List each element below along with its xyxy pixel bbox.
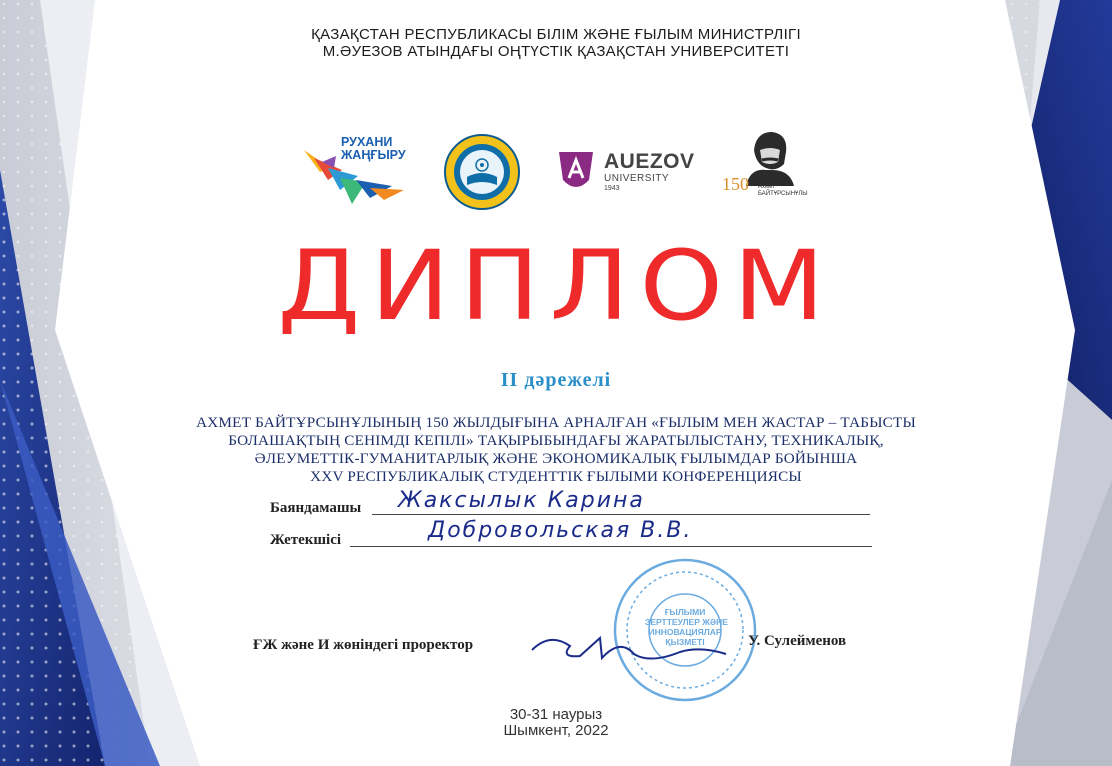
signatory-position: ҒЖ және И жөніндегі проректор	[253, 637, 474, 653]
description-line-2: БОЛАШАҚТЫҢ СЕНІМДІ КЕПІЛІ» ТАҚЫРЫБЫНДАҒЫ ЖАРАТЫЛЫСТАНУ, ТЕХНИКАЛЫҚ,	[228, 432, 884, 449]
signatory-name: У. Сулейменов	[748, 633, 847, 649]
handwritten-signature	[530, 628, 730, 668]
stamp-text: ҒЫЛЫМИ ЗЕРТТЕУЛЕР ЖӘНЕ ИННОВАЦИЯЛАР ҚЫЗМЕТІ	[645, 607, 728, 647]
rukhani-line1: РУХАНИ	[341, 135, 393, 149]
supervisor-line	[350, 545, 872, 547]
diploma-title: ДИПЛОМ	[277, 228, 835, 342]
auezov-name: AUEZOV	[604, 150, 695, 173]
seal-icon	[443, 133, 521, 211]
description-line-4: XXV РЕСПУБЛИКАЛЫҚ СТУДЕНТТІК ҒЫЛЫМИ КОНФЕРЕНЦИЯСЫ	[310, 468, 802, 485]
conference-description	[150, 414, 962, 486]
auezov-university-logo	[555, 148, 695, 198]
description-line-1: АХМЕТ БАЙТҰРСЫНҰЛЫНЫҢ 150 ЖЫЛДЫҒЫНА АРНАЛҒАН «ҒЫЛЫМ МЕН ЖАСТАР – ТАБЫСТЫ	[196, 414, 916, 431]
event-date: 30-31 наурыз	[509, 706, 603, 723]
jubilee-number: 150	[722, 174, 749, 194]
event-place: Шымкент, 2022	[503, 722, 609, 739]
supervisor-name: Добровольская В.В.	[428, 518, 693, 543]
speaker-label: Баяндамашы	[270, 500, 362, 516]
speaker-name: Жаксылык Карина	[398, 488, 645, 513]
baitursynuly-150-logo	[722, 128, 808, 206]
ministry-title: ҚАЗАҚСТАН РЕСПУБЛИКАСЫ БІЛІМ ЖӘНЕ ҒЫЛЫМ МИНИСТРЛІГІ	[311, 26, 801, 43]
description-line-3: ӘЛЕУМЕТТІК-ГУМАНИТАРЛЫҚ ЖӘНЕ ЭКОНОМИКАЛЫҚ ҒЫЛЫМДАР БОЙЫНША	[254, 450, 858, 467]
degree-label: II дәрежелі	[500, 369, 612, 391]
auezov-year: 1943	[604, 185, 620, 192]
university-title: М.ӘУЕЗОВ АТЫНДАҒЫ ОҢТҮСТІК ҚАЗАҚСТАН УНИВЕРСИТЕТІ	[322, 43, 790, 60]
ministry-seal-logo	[443, 133, 521, 211]
speaker-line	[372, 513, 870, 515]
rukhani-line2: ЖАҢҒЫРУ	[341, 148, 406, 162]
auezov-sub: UNIVERSITY	[604, 173, 670, 184]
supervisor-label: Жетекшісі	[270, 532, 342, 548]
auezov-shield-icon	[555, 148, 597, 194]
jubilee-caption: Ахмет БАЙТҰРСЫНҰЛЫ	[758, 184, 808, 197]
rukhani-zhangyru-logo	[300, 128, 412, 208]
